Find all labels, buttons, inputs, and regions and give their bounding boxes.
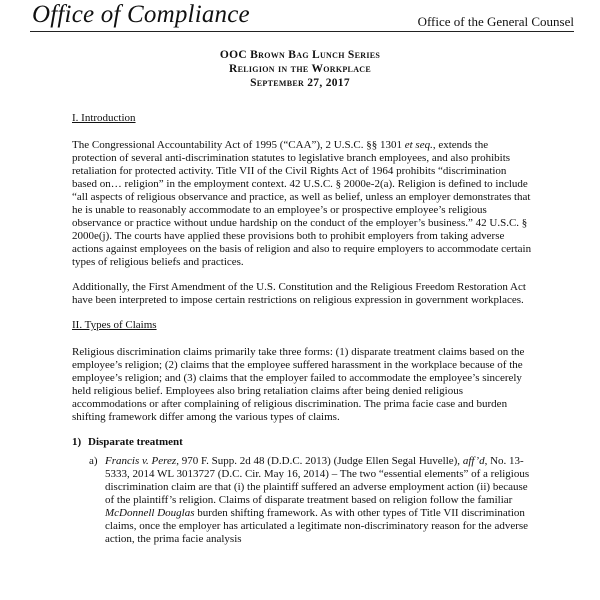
intro-p1-text-b: , extends the protection of several anti-discrimination statutes to legislative branch employees, and also prohibits retaliation for protected activity. Title VII of the Civil Rights Act of 1964 prohibits “discrimination based on… religion” in the employment context. 42 U.S.C. § 2000e-2(a). Religion is defined to include “all aspects of religious observance and practice, as well as belief, unless an employer demonstrates that he is unable to reasonably accommodate to an employee’s or prospective employee’s religious observance or practice without undue hardship on the conduct of the employer’s business.” 42 U.S.C. § 2000e(j). The courts have applied these provisions both to prohibit employers from taking adverse actions against employees on the basis of religion and also to require employers to accommodate certain types of religious beliefs and practices.	[72, 139, 532, 268]
title-line-date: September 27, 2017	[250, 77, 350, 89]
sub-a-text-1: , 970 F. Supp. 2d 48 (D.D.C. 2013) (Judge Ellen Segal Huvelle),	[176, 455, 463, 467]
sub-a-text-2: , No. 13-5333, 2014 WL 3013727 (D.C. Cir. May 16, 2014) – The two “essential elements” of a religious discrimination claim are that (i) the plaintiff suffered an adverse employment action (ii) because of the plaintiff’s religion. Claims of disparate treatment based on religion follow the familiar	[105, 455, 530, 506]
document-title	[0, 48, 600, 90]
case-name-francis: Francis v. Perez	[105, 455, 177, 467]
claims-paragraph-1: Religious discrimination claims primarily take three forms: (1) disparate treatment claims based on the employee’s religion; (2) claims that the employee suffered harassment in the workplace because of the employee’s religion; and (3) claims that the employer failed to accommodate the employee’s sincerely held religious belief. Employees also bring retaliation claims after being denied religious accommodations or after complaining of religious discrimination. The prima facie case and burden shifting framework differ among the various types of claims.	[72, 346, 525, 423]
list-number: 1)	[72, 436, 82, 448]
document-body	[72, 112, 532, 546]
intro-p1-et-seq: et seq.	[404, 139, 433, 151]
sub-item-marker: a)	[89, 455, 98, 467]
list-item-disparate-treatment	[72, 436, 532, 449]
office-of-general-counsel-label: Office of the General Counsel	[417, 14, 574, 29]
sub-item-a	[72, 455, 532, 546]
section-heading-types-of-claims: II. Types of Claims	[72, 319, 157, 331]
intro-paragraph-1	[72, 139, 532, 269]
office-of-compliance-logo: Office of Compliance	[32, 1, 250, 28]
page-header	[30, 0, 574, 34]
list-item-label: Disparate treatment	[88, 436, 183, 448]
sub-item-a-text	[105, 455, 532, 546]
intro-paragraph-2: Additionally, the First Amendment of the U.S. Constitution and the Religious Freedom Restoration Act have been interpreted to impose certain restrictions on religious expression in government workplaces.	[72, 281, 526, 306]
affd-italic: aff’d	[462, 455, 485, 467]
title-line-topic: Religion in the Workplace	[229, 63, 371, 75]
title-line-series: OOC Brown Bag Lunch Series	[219, 49, 381, 61]
section-heading-introduction: I. Introduction	[72, 112, 136, 124]
sub-a-text-3: burden shifting framework. As with other types of Title VII discrimination claims, once the employer has articulated a legitimate non-discriminatory reason for the adverse action, the prima facie analysis	[105, 507, 529, 545]
case-name-mcdonnell-douglas: McDonnell Douglas	[105, 507, 195, 519]
header-divider	[30, 31, 574, 32]
intro-p1-text-a: The Congressional Accountability Act of 1995 (“CAA”), 2 U.S.C. §§ 1301	[72, 139, 405, 151]
